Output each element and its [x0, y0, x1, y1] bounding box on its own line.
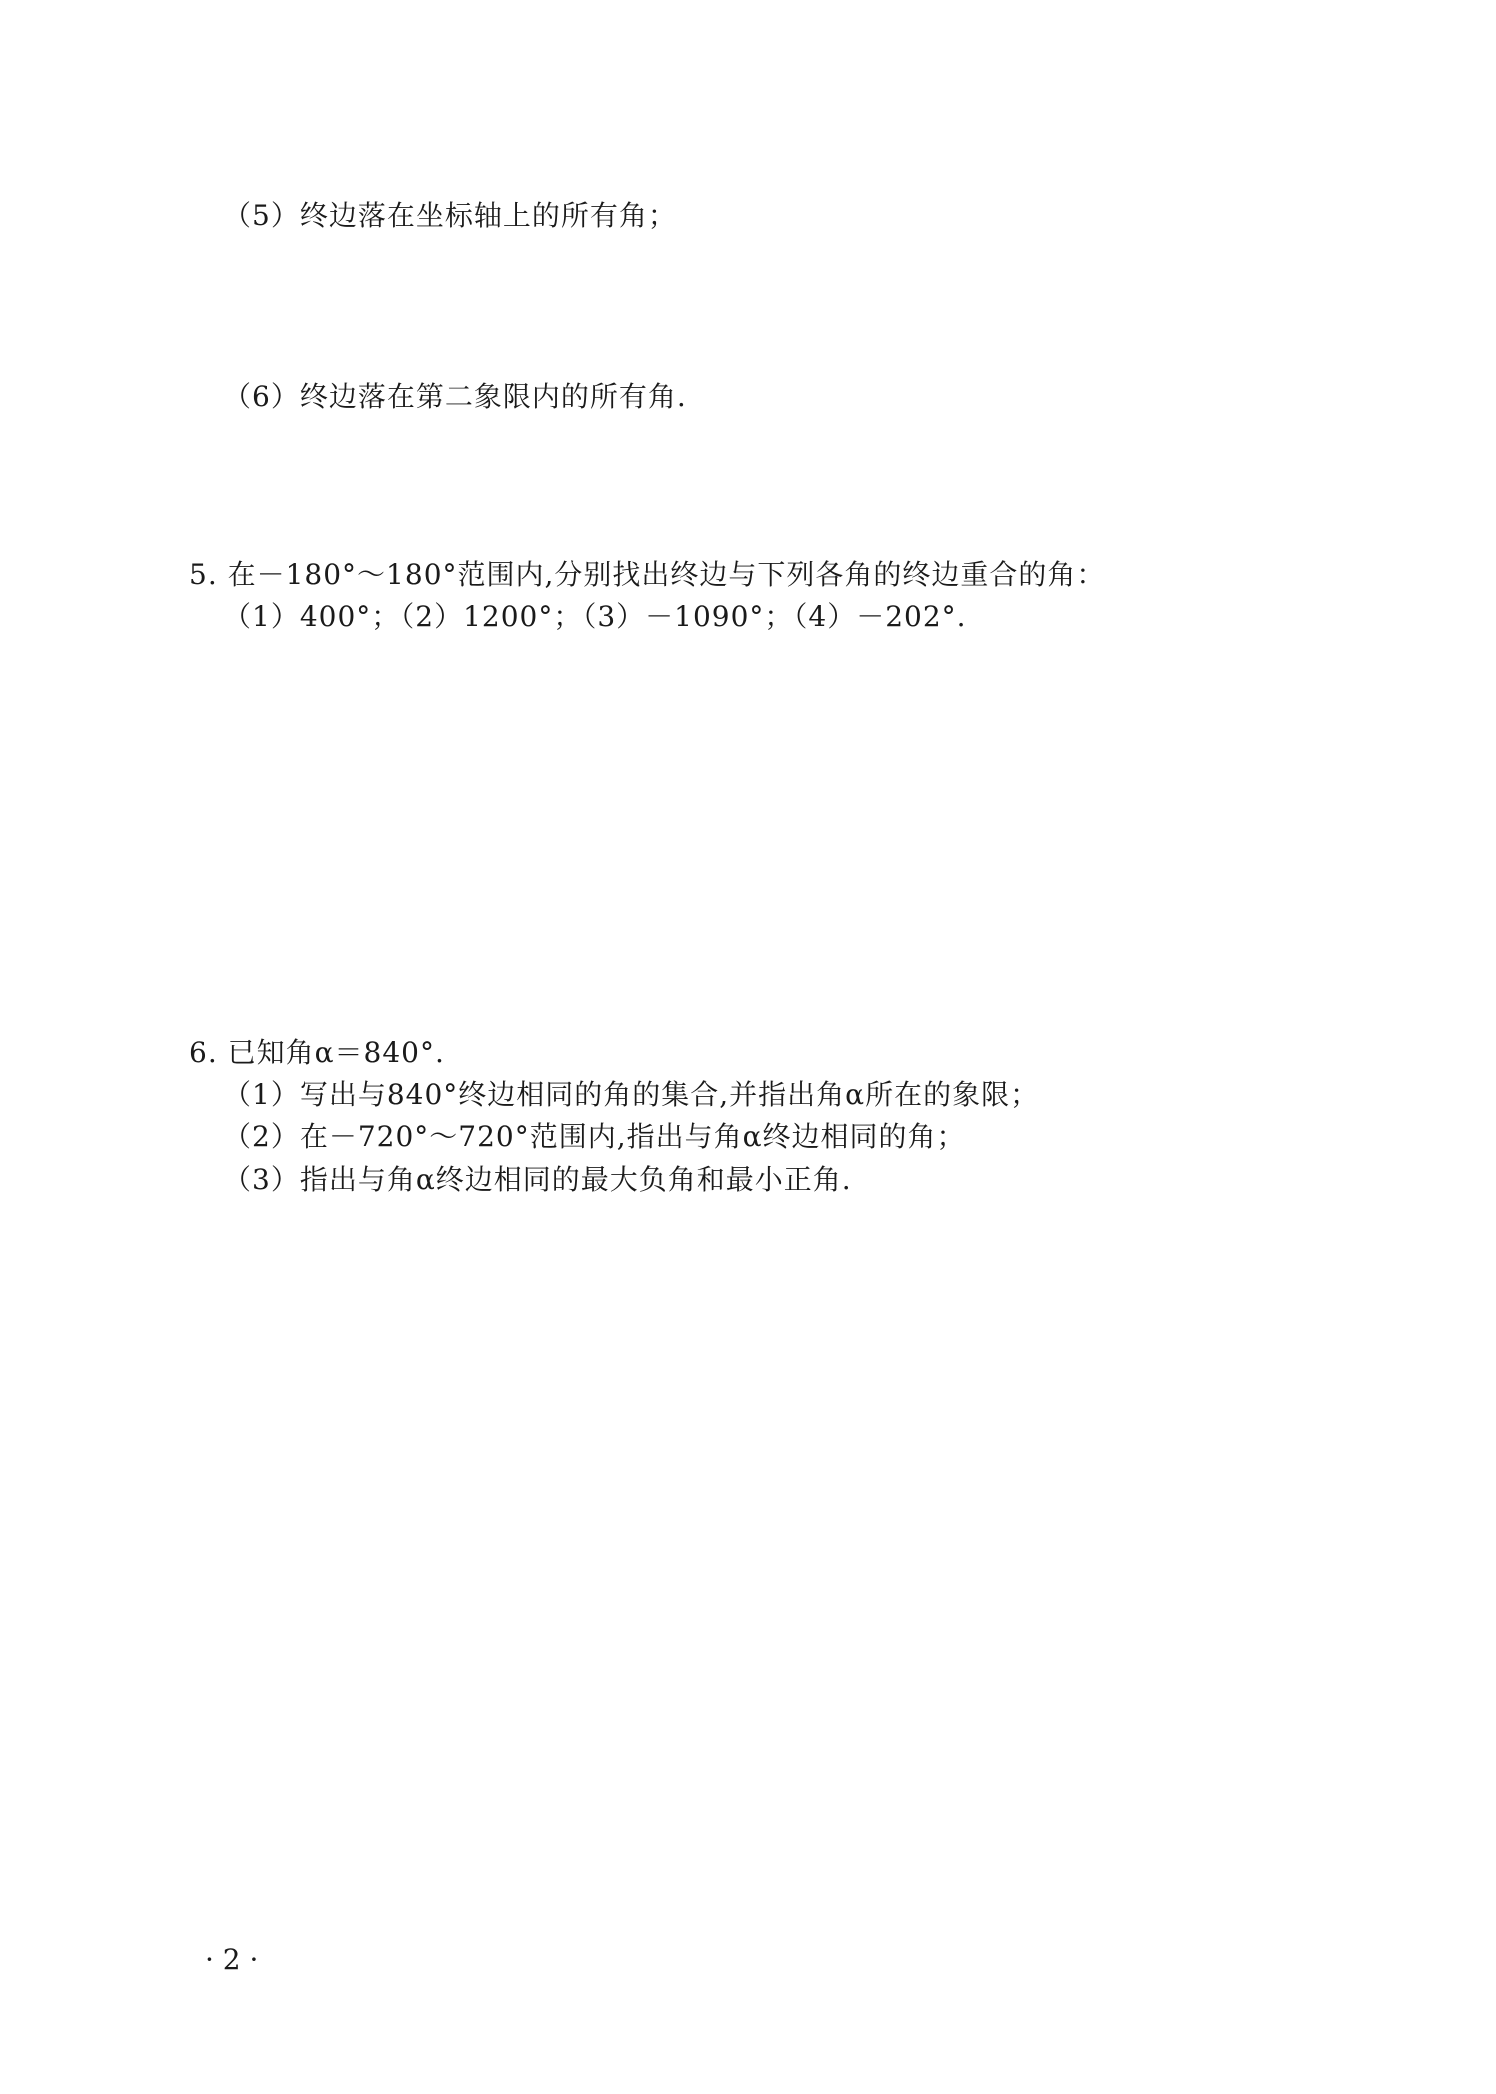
question-5-parts: （1）400°；（2）1200°；（3）－1090°；（4）－202°.	[223, 600, 967, 633]
question-5-stem: 5. 在－180°～180°范围内,分别找出终边与下列各角的终边重合的角：	[189, 558, 1106, 591]
question-6-part-2: （2）在－720°～720°范围内,指出与角α终边相同的角；	[223, 1120, 966, 1153]
question-6-stem: 6. 已知角α＝840°.	[189, 1036, 445, 1069]
item-5-sub-5: （5）终边落在坐标轴上的所有角；	[223, 199, 677, 232]
page-number: · 2 ·	[205, 1943, 259, 1976]
question-6-part-1: （1）写出与840°终边相同的角的集合,并指出角α所在的象限；	[223, 1078, 1040, 1111]
question-6-part-3: （3）指出与角α终边相同的最大负角和最小正角.	[223, 1163, 852, 1196]
item-5-sub-6: （6）终边落在第二象限内的所有角.	[223, 380, 687, 413]
